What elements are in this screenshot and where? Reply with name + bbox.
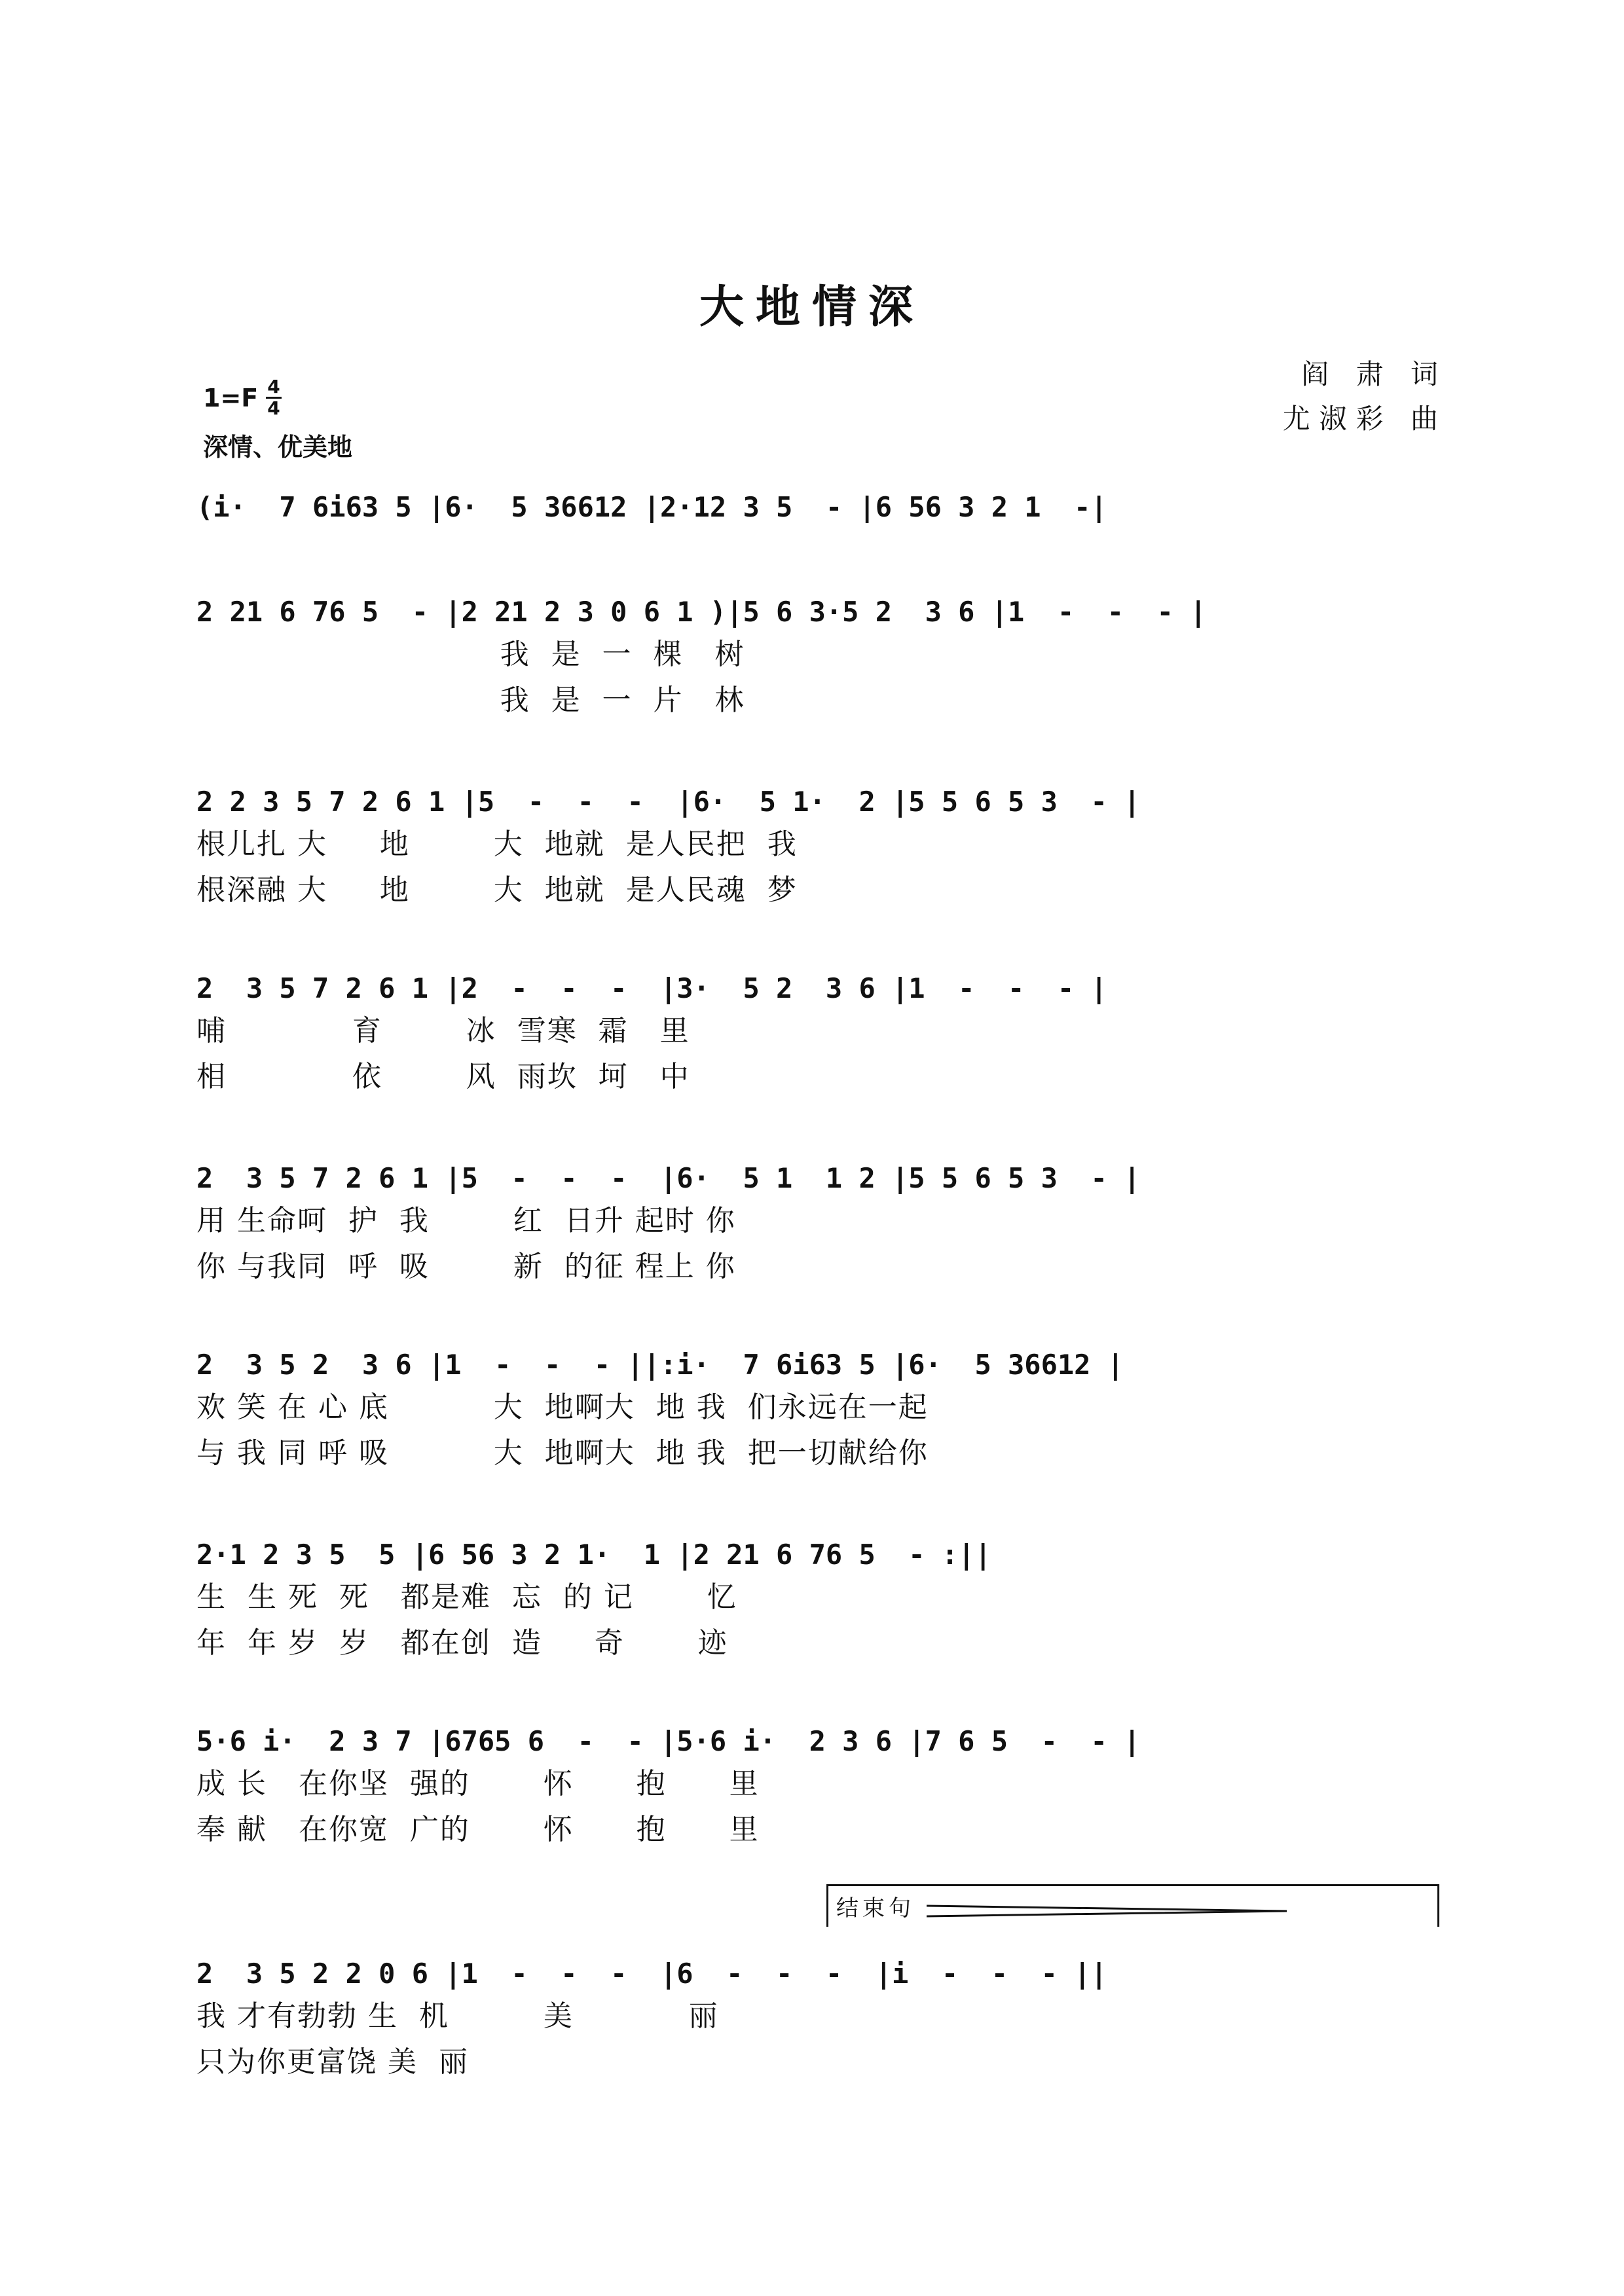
lyric-verse-2: 年 年 岁 岁 都在创 造 奇 迹 <box>196 1626 728 1660</box>
lyric-verse-2: 我 是 一 片 林 <box>196 683 745 717</box>
notes-line: 2 3 5 2 3 6 |1 - - - ||:i· 7 6i63 5 |6· 5 36612 | <box>196 1349 1124 1381</box>
notes-line: (i· 7 6i63 5 |6· 5 36612 |2·12 3 5 - |6 56 3 2 1 -| <box>196 491 1107 523</box>
score-system-5 <box>196 1159 1441 1290</box>
notes-line: 2·1 2 3 5 5 |6 56 3 2 1· 1 |2 21 6 76 5 - :|| <box>196 1539 991 1571</box>
lyric-verse-1: 根儿扎 大 地 大 地就 是人民把 我 <box>196 828 798 861</box>
key-signature <box>203 377 282 418</box>
lyric-verse-1: 我 是 一 棵 树 <box>196 638 745 671</box>
lyric-verse-2: 你 与我同 呼 吸 新 的征 程上 你 <box>196 1250 736 1283</box>
lyric-verse-1: 欢 笑 在 心 底 大 地啊大 地 我 们永远在一起 <box>196 1391 929 1424</box>
score-system-7 <box>196 1535 1441 1666</box>
key-label: 1=F <box>203 383 259 412</box>
coda-bracket <box>826 1884 1439 1927</box>
lyricist-credit: 阎 肃 词 <box>1301 358 1447 390</box>
credits <box>1283 352 1447 441</box>
time-signature <box>266 377 281 418</box>
lyric-verse-1: 用 生命呵 护 我 红 日升 起时 你 <box>196 1204 736 1237</box>
lyric-verse-2: 相 依 风 雨坎 坷 中 <box>196 1060 690 1093</box>
score-system-4 <box>196 969 1441 1100</box>
lyric-verse-2: 根深融 大 地 大 地就 是人民魂 梦 <box>196 873 798 907</box>
notes-line: 2 3 5 7 2 6 1 |2 - - - |3· 5 2 3 6 |1 - - - | <box>196 972 1107 1004</box>
lyric-verse-1: 哺 育 冰 雪寒 霜 里 <box>196 1014 690 1048</box>
song-title: 大地情深 <box>699 281 925 333</box>
score-system-9 <box>196 1954 1441 2085</box>
lyric-verse-2: 只为你更富饶 美 丽 <box>196 2045 469 2079</box>
score-system-2 <box>196 592 1441 723</box>
score-system-6 <box>196 1345 1441 1476</box>
lyric-verse-1: 生 生 死 死 都是难 忘 的 记 忆 <box>196 1580 737 1614</box>
lyric-verse-2: 与 我 同 呼 吸 大 地啊大 地 我 把一切献给你 <box>196 1436 929 1470</box>
lyric-verse-2: 奉 献 在你宽 广的 怀 抱 里 <box>196 1813 760 1846</box>
lyric-verse-1: 我 才有勃勃 生 机 美 丽 <box>196 1999 719 2033</box>
notes-line: 5·6 i· 2 3 7 |6765 6 - - |5·6 i· 2 3 6 |7 6 5 - - | <box>196 1725 1141 1757</box>
coda-label: 结束句 <box>836 1895 915 1922</box>
score-system-1 <box>196 488 1441 527</box>
notes-line: 2 3 5 7 2 6 1 |5 - - - |6· 5 1 1 2 |5 5 6 5 3 - | <box>196 1162 1141 1194</box>
composer-credit: 尤淑彩 曲 <box>1282 403 1447 435</box>
lyric-verse-1: 成 长 在你坚 强的 怀 抱 里 <box>196 1767 760 1800</box>
time-signature-numerator: 4 <box>267 376 280 397</box>
score-system-3 <box>196 782 1441 913</box>
decrescendo-icon <box>927 1902 1293 1922</box>
notes-line: 2 2 3 5 7 2 6 1 |5 - - - |6· 5 1· 2 |5 5 6 5 3 - | <box>196 786 1141 818</box>
score-system-8 <box>196 1722 1441 1853</box>
time-signature-denominator: 4 <box>267 397 280 419</box>
tempo-marking: 深情、优美地 <box>203 433 353 462</box>
notes-line: 2 21 6 76 5 - |2 21 2 3 0 6 1 )|5 6 3·5 2 3 6 |1 - - - | <box>196 596 1207 628</box>
notes-line: 2 3 5 2 2 0 6 |1 - - - |6 - - - |i - - - || <box>196 1958 1107 1990</box>
